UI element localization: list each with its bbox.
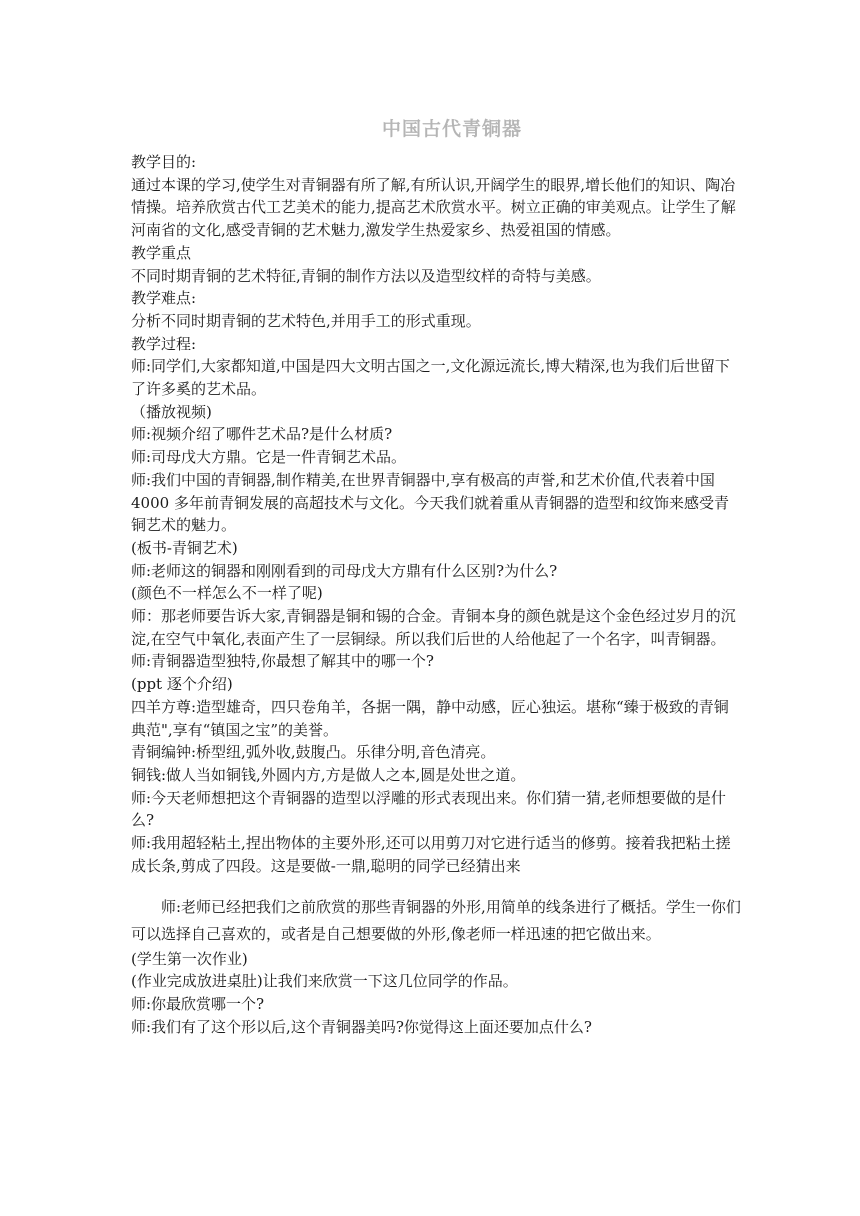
paragraph: 分析不同时期青铜的艺术特色,并用手工的形式重现。: [131, 311, 481, 330]
paragraph: 铜钱:做人当如铜钱,外圆内方,方是做人之本,圆是处世之道。: [131, 765, 526, 784]
paragraph: 青铜编钟:桥型纽,弧外收,鼓腹凸。乐律分明,音色清亮。: [131, 743, 496, 762]
paragraph: 师:我们中国的青铜器,制作精美,在世界青铜器中,享有极高的声誉,和艺术价值,代表着中国 4000 多年前青铜发展的高超技术与文化。今天我们就着重从青铜器的造型和纹饰来感受青铜艺术的魅力。: [131, 470, 729, 535]
paragraph: (ppt 逐个介绍): [131, 675, 233, 694]
paragraph: 教学重点: [131, 243, 192, 262]
paragraph: (作业完成放进桌肚)让我们来欣赏一下这几位同学的作品。: [131, 972, 518, 991]
paragraph: 师:老师这的铜器和刚刚看到的司母戊大方鼎有什么区别?为什么?: [131, 561, 558, 580]
paragraph: 师:视频介绍了哪件艺术品?是什么材质?: [131, 425, 393, 444]
paragraph: (颜色不一样怎么不一样了呢): [131, 584, 323, 603]
paragraph: 师:老师已经把我们之前欣赏的那些青铜器的外形,用简单的线条进行了概括。学生一你们可以选择自己喜欢的，或者是自己想要做的外形,像老师一样迅速的把它做出来。: [131, 897, 741, 943]
paragraph: 不同时期青铜的艺术特征,青铜的制作方法以及造型纹样的奇特与美感。: [131, 266, 601, 285]
document-body: [131, 151, 743, 1038]
paragraph: (学生第一次作业): [131, 949, 248, 968]
document-title: 中国古代青铜器: [381, 118, 522, 140]
paragraph: 师:我们有了这个形以后,这个青铜器美吗?你觉得这上面还要加点什么?: [131, 1017, 592, 1036]
paragraph: 师:司母戊大方鼎。它是一件青铜艺术品。: [131, 448, 407, 467]
paragraph: 通过本课的学习,使学生对青铜器有所了解,有所认识,开阔学生的眼界,增长他们的知识、陶冶情操。培养欣赏古代工艺美术的能力,提高艺术欣赏水平。树立正确的审美观点。让学生了解河南省的文化,感受青铜的艺术魅力,激发学生热爱家乡、热爱祖国的情感。: [131, 175, 736, 240]
paragraph: （播放视频): [131, 402, 212, 421]
paragraph: 师:你最欣赏哪一个?: [131, 994, 265, 1013]
paragraph: 师:我用超轻粘土,捏出物体的主要外形,还可以用剪刀对它进行适当的修剪。接着我把粘土搓成长条,剪成了四段。这是要做-一鼎,聪明的同学已经猜出来: [131, 834, 731, 875]
paragraph: 师：那老师要告诉大家,青铜器是铜和锡的合金。青铜本身的颜色就是这个金色经过岁月的沉淀,在空气中氧化,表面产生了一层铜绿。所以我们后世的人给他起了一个名字，叫青铜器。: [131, 607, 736, 648]
paragraph: (板书-青铜艺术): [131, 538, 238, 557]
paragraph: 师:今天老师想把这个青铜器的造型以浮雕的形式表现出来。你们猜一猜,老师想要做的是什么?: [131, 788, 726, 830]
paragraph: 教学过程:: [131, 334, 197, 353]
paragraph: 教学难点:: [131, 289, 197, 308]
paragraph: 师:同学们,大家都知道,中国是四大文明古国之一,文化源远流长,博大精深,也为我们后世留下了许多奚的艺术品。: [131, 357, 730, 399]
paragraph: 师:青铜器造型独特,你最想了解其中的哪一个?: [131, 652, 434, 671]
paragraph: 四羊方尊:造型雄奇，四只卷角羊，各据一隅，静中动感，匠心独运。堪称“臻于极致的青铜典范",享有“镇国之宝”的美誉。: [131, 697, 729, 739]
paragraph: 教学目的:: [131, 153, 197, 171]
